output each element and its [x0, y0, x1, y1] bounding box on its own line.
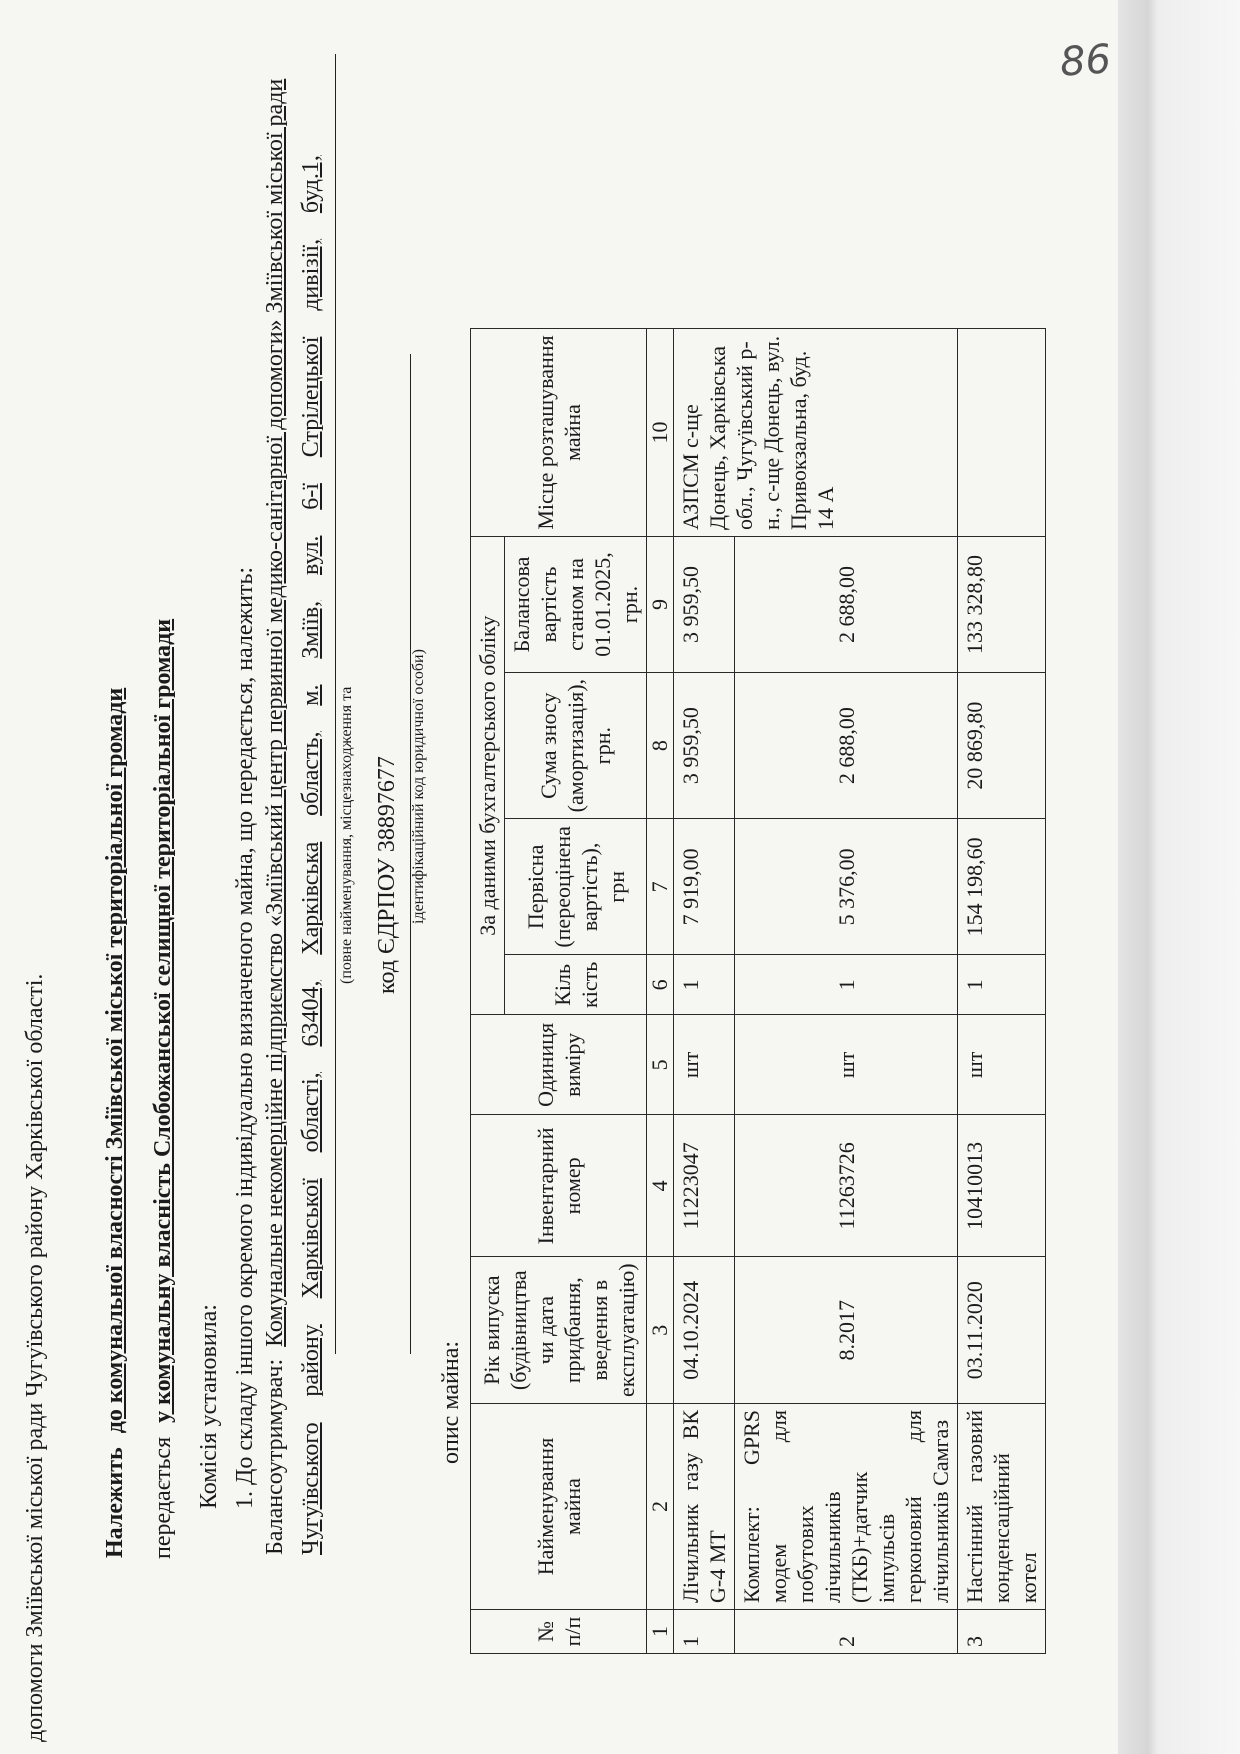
cell-qty: 1 — [735, 955, 958, 1015]
cell-unit: шт — [958, 1015, 1046, 1115]
cell-location: АЗПСМ с-ще Донець, Харківська обл., Чугуївський р-н., с-ще Донець, вул. Привокзальна, буд. 14 А — [674, 328, 958, 536]
header-unit: Одиниця виміру — [471, 1015, 647, 1115]
page-number: 86 — [1058, 36, 1113, 86]
header-name: Найменування майна — [471, 1404, 647, 1610]
edrpou-code: код ЄДРПОУ 38897677 — [374, 756, 400, 994]
address-word: Чугуївського — [298, 1422, 324, 1555]
col-number: 2 — [647, 1404, 674, 1610]
cell-initial: 7 919,00 — [674, 819, 735, 955]
cell-name: Настінний газовий конденсаційний котел — [958, 1404, 1046, 1610]
cell-qty: 1 — [958, 955, 1046, 1015]
cell-wear: 20 869,80 — [958, 672, 1046, 818]
full-name-note: (повне найменування, місцезнаходження та — [338, 686, 355, 984]
property-description-label: опис майна: — [438, 1340, 464, 1464]
address-word: Зміїв, — [298, 600, 324, 659]
balance-holder-prefix: Балансоутримувач: — [262, 1358, 288, 1555]
address-word: вул. — [298, 535, 324, 575]
address-word: Харківська — [298, 841, 324, 955]
cell-inventory: 10410013 — [958, 1115, 1046, 1257]
cell-qty: 1 — [674, 955, 735, 1015]
address-word: району — [298, 1324, 324, 1397]
header-num: № п/п — [471, 1610, 647, 1654]
belongs-line — [102, 688, 129, 1558]
address-word: Харківської — [298, 1178, 324, 1299]
header-qty: Кіль кість — [505, 955, 647, 1015]
cell-unit: шт — [674, 1015, 735, 1115]
property-table — [470, 328, 1046, 1654]
header-balance: Балансова вартість станом на 01.01.2025, грн. — [505, 536, 647, 672]
cell-num: 1 — [674, 1610, 735, 1654]
divider — [335, 54, 336, 1354]
col-number: 1 — [647, 1610, 674, 1654]
cell-year: 03.11.2020 — [958, 1257, 1046, 1404]
table-row — [674, 328, 735, 1653]
address-word: Стрілецької — [298, 336, 324, 458]
cell-name: Комплект: GPRS модем для побутових лічильників (ТКБ)+датчик імпульсів герконовий для лічильників Самгаз — [735, 1404, 958, 1610]
transfer-line — [150, 619, 177, 1559]
text-top-line: допомоги Зміївської міської ради Чугуївського району Харківської області. — [22, 973, 48, 1742]
table-header-row — [471, 328, 505, 1653]
cell-inventory: 11263726 — [735, 1115, 958, 1257]
composition-line: 1. До складу іншого окремого індивідуально визначеного майна, що передається, належить: — [232, 566, 258, 1509]
cell-balance: 133 328,80 — [958, 536, 1046, 672]
transfer-prefix: передається — [150, 1436, 176, 1559]
address-word: область, — [298, 731, 324, 816]
column-number-row — [647, 328, 674, 1653]
address-word: 63404, — [298, 980, 324, 1047]
header-accounting-group: За даними бухгалтерського обліку — [471, 536, 505, 1014]
cell-inventory: 11223047 — [674, 1115, 735, 1257]
cell-wear: 3 959,50 — [674, 672, 735, 818]
col-number: 10 — [647, 328, 674, 536]
address-word: області, — [298, 1072, 324, 1153]
cell-balance: 3 959,50 — [674, 536, 735, 672]
address-word: 6-ї — [298, 483, 324, 510]
cell-balance: 2 688,00 — [735, 536, 958, 672]
col-number: 4 — [647, 1115, 674, 1257]
address-word: м. — [298, 684, 324, 706]
col-number: 8 — [647, 672, 674, 818]
cell-name: Лічильник газу ВК G-4 МТ — [674, 1404, 735, 1610]
table-row — [958, 328, 1046, 1653]
cell-year: 8.2017 — [735, 1257, 958, 1404]
transfer-recipient: у комунальну власність Слобожанської селищної територіальної громади — [150, 618, 176, 1423]
header-wear: Сума зносу (амортизація), грн. — [505, 672, 647, 818]
cell-unit: шт — [735, 1015, 958, 1115]
belongs-owner: до комунальної власності Зміївської міської територіальної громади — [102, 687, 128, 1434]
col-number: 6 — [647, 955, 674, 1015]
cell-year: 04.10.2024 — [674, 1257, 735, 1404]
belongs-prefix: Належить — [102, 1447, 128, 1558]
col-number: 5 — [647, 1015, 674, 1115]
cell-initial: 154 198,60 — [958, 819, 1046, 955]
col-number: 7 — [647, 819, 674, 955]
header-year: Рік випуска (будівництва чи дата придбання, введення в експлуатацію) — [471, 1257, 647, 1404]
address-word: дивізії, — [298, 238, 324, 311]
header-location: Місце розташування майна — [471, 328, 647, 536]
cell-initial: 5 376,00 — [735, 819, 958, 955]
col-number: 3 — [647, 1257, 674, 1404]
header-initial: Первісна (переоцінена вартість), грн — [505, 819, 647, 955]
cell-num: 2 — [735, 1610, 958, 1654]
cell-wear: 2 688,00 — [735, 672, 958, 818]
id-code-note: ідентифікаційний код юридичної особи) — [410, 649, 427, 924]
balance-holder-line — [262, 78, 289, 1555]
commission-line: Комісія установила: — [196, 1304, 222, 1509]
header-inventory: Інвентарний номер — [471, 1115, 647, 1257]
address-word: буд.1, — [298, 155, 324, 214]
col-number: 9 — [647, 536, 674, 672]
balance-holder-address — [298, 155, 325, 1555]
cell-num: 3 — [958, 1610, 1046, 1654]
cell-location-empty — [958, 328, 1046, 536]
balance-holder-org: Комунальне некомерційне підприємство «Зміївський центр первинної медико-санітарної допомоги» Зміївської міської ради — [262, 78, 288, 1347]
